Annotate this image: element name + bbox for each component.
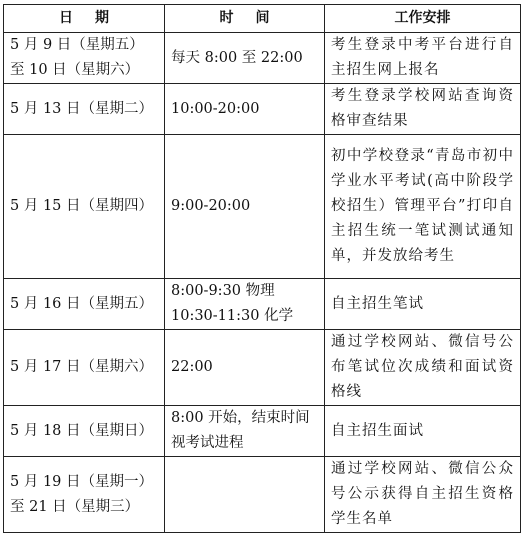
table-header-row <box>4 5 521 33</box>
date-cell <box>4 457 165 533</box>
time-line: 每天 8:00 至 22:00 <box>171 49 303 66</box>
date-line: 5 月 9 日（星期五） <box>10 37 144 53</box>
task-cell: 自主招生笔试 <box>325 279 521 330</box>
time-line: 10:30-11:30 化学 <box>171 308 294 324</box>
time-line: 8:00-9:30 物理 <box>171 283 275 299</box>
task-cell: 通过学校网站、微信号公布笔试位次成绩和面试资格线 <box>325 330 521 406</box>
date-cell <box>4 330 165 406</box>
schedule-table <box>3 4 521 533</box>
time-line: 9:00-20:00 <box>171 198 251 214</box>
task-cell: 初中学校登录“青岛市初中学业水平考试(高中阶段学校招生）管理平台”打印自主招生统一笔试测试通知单，并发放给考生 <box>325 135 521 279</box>
table-row <box>4 33 521 84</box>
date-cell <box>4 135 165 279</box>
date-line: 至 21 日（星期三） <box>10 498 140 515</box>
date-cell <box>4 84 165 135</box>
date-cell <box>4 279 165 330</box>
time-cell <box>165 33 325 84</box>
date-cell <box>4 33 165 84</box>
task-cell: 自主招生面试 <box>325 406 521 457</box>
date-line: 5 月 13 日（星期二） <box>10 100 154 117</box>
date-line: 5 月 19 日（星期一） <box>10 473 154 490</box>
header-date: 日期 <box>4 5 165 33</box>
header-time: 时间 <box>165 5 325 33</box>
time-line: 10:00-20:00 <box>171 100 260 117</box>
time-cell <box>165 406 325 457</box>
time-line: 视考试进程 <box>171 435 244 451</box>
date-line: 5 月 17 日（星期六） <box>10 359 154 375</box>
table-row <box>4 135 521 279</box>
table-row <box>4 84 521 135</box>
time-cell <box>165 135 325 279</box>
date-line: 至 10 日（星期六） <box>10 62 140 78</box>
time-cell <box>165 279 325 330</box>
table-row <box>4 330 521 406</box>
table-row <box>4 457 521 533</box>
date-line: 5 月 16 日（星期五） <box>10 295 154 312</box>
table-row <box>4 279 521 330</box>
time-line: 22:00 <box>171 359 213 375</box>
task-cell: 考生登录中考平台进行自主招生网上报名 <box>325 33 521 84</box>
schedule-document <box>3 4 520 526</box>
header-task: 工作安排 <box>325 5 521 33</box>
time-cell <box>165 457 325 533</box>
date-line: 5 月 15 日（星期四） <box>10 198 154 214</box>
time-cell <box>165 84 325 135</box>
date-line: 5 月 18 日（星期日） <box>10 422 154 439</box>
time-line: 8:00 开始，结束时间 <box>171 410 310 426</box>
task-cell: 考生登录学校网站查询资格审查结果 <box>325 84 521 135</box>
table-row <box>4 406 521 457</box>
date-cell <box>4 406 165 457</box>
task-cell: 通过学校网站、微信公众号公示获得自主招生资格学生名单 <box>325 457 521 533</box>
time-cell <box>165 330 325 406</box>
